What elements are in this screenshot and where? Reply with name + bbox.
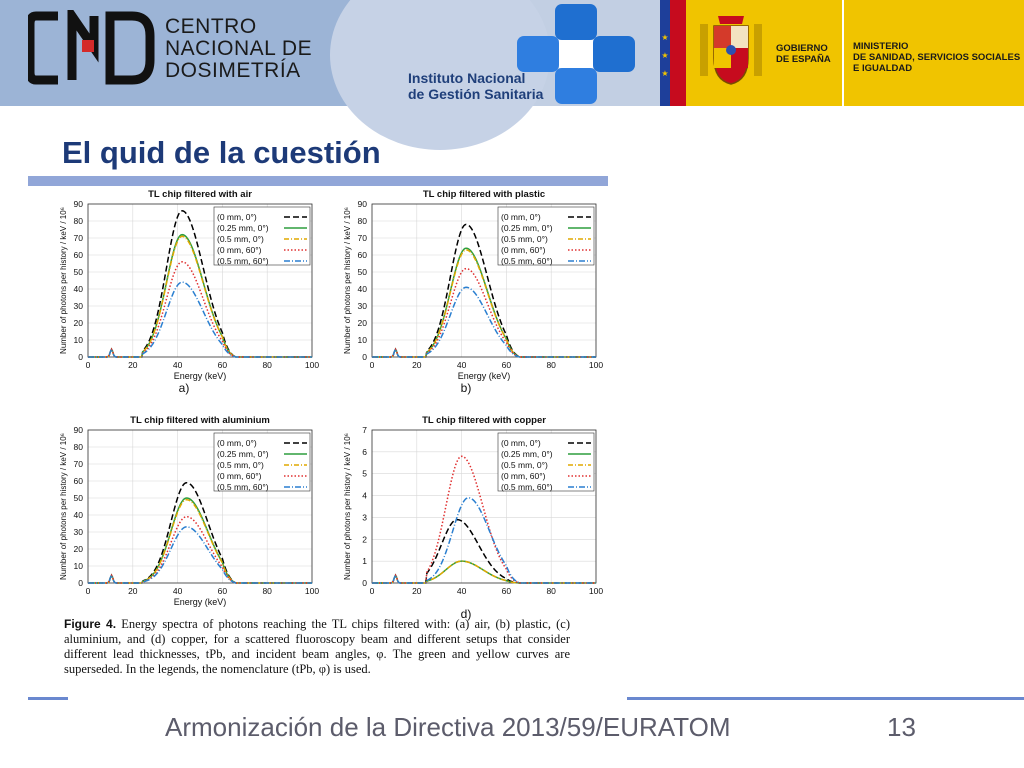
ingesa-line-2: de Gestión Sanitaria bbox=[408, 86, 544, 102]
footer-text: Armonización de la Directiva 2013/59/EURATOM bbox=[165, 712, 731, 742]
y-tick-label: 10 bbox=[357, 335, 367, 345]
y-axis-label: Number of photons per history / keV / 10⁶ bbox=[343, 433, 352, 580]
y-tick-label: 0 bbox=[78, 578, 83, 588]
ministry-line-3: E IGUALDAD bbox=[853, 63, 913, 74]
x-tick-label: 60 bbox=[501, 586, 512, 596]
y-tick-label: 60 bbox=[357, 250, 367, 260]
x-tick-label: 0 bbox=[85, 586, 91, 596]
y-tick-label: 30 bbox=[357, 301, 367, 311]
x-tick-label: 0 bbox=[369, 360, 375, 370]
y-tick-label: 10 bbox=[73, 335, 83, 345]
page-number: 13 bbox=[887, 712, 916, 742]
x-tick-label: 100 bbox=[304, 360, 320, 370]
series-line bbox=[88, 282, 312, 357]
ministry-line-1: MINISTERIO bbox=[853, 41, 909, 52]
y-axis-label: Number of photons per history / keV / 10⁶ bbox=[343, 207, 352, 354]
series-line bbox=[88, 498, 312, 583]
x-tick-label: 80 bbox=[262, 586, 272, 596]
header-banner bbox=[0, 0, 1024, 106]
y-tick-label: 60 bbox=[73, 476, 83, 486]
coat-of-arms-icon bbox=[696, 10, 766, 90]
cnd-line-1: CENTRO bbox=[165, 15, 257, 38]
y-tick-label: 90 bbox=[73, 199, 83, 209]
legend-label: (0 mm, 60°) bbox=[501, 471, 546, 481]
legend-label: (0.25 mm, 0°) bbox=[501, 449, 553, 459]
y-tick-label: 80 bbox=[73, 442, 83, 452]
legend-label: (0.5 mm, 60°) bbox=[501, 482, 553, 492]
cnd-line-3: DOSIMETRÍA bbox=[165, 59, 301, 82]
y-tick-label: 7 bbox=[362, 425, 367, 435]
cnd-name bbox=[165, 16, 312, 82]
x-tick-label: 0 bbox=[85, 360, 91, 370]
figure-caption bbox=[64, 617, 570, 677]
caption-text: Energy spectra of photons reaching the TL chips filtered with: (a) air, (b) plastic, (c) aluminium, and (d) copper, for a scattered fluoroscopy beam and different setups that consider different lead thicknesses, tPb, and incident beam angles, φ. The green and yellow curves are superseded. In the legends, the nomenclature (tPb, φ) is used. bbox=[64, 617, 571, 676]
y-tick-label: 90 bbox=[73, 425, 83, 435]
caption-label: Figure 4. bbox=[64, 617, 117, 631]
x-tick-label: 60 bbox=[501, 360, 512, 370]
chart-panel-3 bbox=[59, 415, 319, 607]
x-tick-label: 20 bbox=[412, 360, 422, 370]
x-axis-label: Energy (keV) bbox=[173, 597, 227, 607]
y-axis-label: Number of photons per history / keV / 10⁶ bbox=[59, 433, 68, 580]
series-line bbox=[372, 520, 596, 583]
legend-label: (0.25 mm, 0°) bbox=[501, 223, 553, 233]
y-tick-label: 80 bbox=[73, 216, 83, 226]
cnd-logo-icon bbox=[28, 10, 156, 86]
y-tick-label: 50 bbox=[73, 267, 83, 277]
x-tick-label: 0 bbox=[369, 586, 375, 596]
y-tick-label: 20 bbox=[73, 544, 83, 554]
y-tick-label: 5 bbox=[362, 468, 367, 479]
series-line bbox=[88, 527, 312, 583]
series-line bbox=[372, 561, 596, 583]
y-tick-label: 20 bbox=[73, 318, 83, 328]
y-tick-label: 2 bbox=[362, 534, 367, 545]
panel-letter: b) bbox=[460, 381, 472, 395]
cnd-line-2: NACIONAL DE bbox=[165, 37, 313, 60]
eu-spain-flag-icon bbox=[660, 0, 686, 106]
x-tick-label: 100 bbox=[588, 360, 604, 370]
x-tick-label: 100 bbox=[588, 586, 604, 596]
y-axis-label: Number of photons per history / keV / 10⁶ bbox=[59, 207, 68, 354]
x-axis-label: Energy (keV) bbox=[457, 371, 511, 381]
y-tick-label: 90 bbox=[357, 199, 367, 209]
chart-title: TL chip filtered with copper bbox=[422, 415, 546, 426]
y-tick-label: 60 bbox=[73, 250, 83, 260]
x-tick-label: 100 bbox=[304, 586, 320, 596]
svg-text:★: ★ bbox=[661, 33, 669, 42]
legend-label: (0.5 mm, 0°) bbox=[501, 234, 548, 244]
y-tick-label: 30 bbox=[73, 301, 83, 311]
y-tick-label: 40 bbox=[73, 284, 83, 294]
chart-panel-1 bbox=[59, 190, 319, 395]
y-tick-label: 70 bbox=[73, 459, 83, 469]
header-divider bbox=[842, 0, 844, 106]
x-axis-label: Energy (keV) bbox=[173, 371, 227, 381]
legend-label: (0 mm, 0°) bbox=[217, 438, 257, 448]
gov-line-2: DE ESPAÑA bbox=[776, 54, 831, 65]
chart-panel-4 bbox=[343, 415, 603, 621]
x-tick-label: 60 bbox=[217, 360, 228, 370]
ingesa-name bbox=[408, 70, 543, 102]
legend-label: (0.5 mm, 0°) bbox=[501, 460, 548, 470]
footer-line-right bbox=[627, 697, 1024, 700]
ministry-line-2: DE SANIDAD, SERVICIOS SOCIALES bbox=[853, 52, 1021, 63]
y-tick-label: 0 bbox=[362, 352, 367, 362]
x-tick-label: 60 bbox=[217, 586, 228, 596]
y-tick-label: 50 bbox=[73, 493, 83, 503]
legend-label: (0.5 mm, 60°) bbox=[217, 256, 269, 266]
x-tick-label: 40 bbox=[172, 360, 183, 370]
chart-panel-2 bbox=[343, 190, 603, 395]
series-line bbox=[372, 287, 596, 357]
svg-text:★: ★ bbox=[661, 51, 669, 60]
ministry-name bbox=[853, 41, 1020, 74]
y-tick-label: 40 bbox=[73, 510, 83, 520]
series-line bbox=[88, 262, 312, 357]
y-tick-label: 70 bbox=[357, 233, 367, 243]
government-name bbox=[776, 43, 831, 65]
legend-label: (0.25 mm, 0°) bbox=[217, 223, 269, 233]
panel-letter: a) bbox=[178, 381, 190, 395]
x-tick-label: 40 bbox=[456, 586, 467, 596]
y-tick-label: 50 bbox=[357, 267, 367, 277]
y-tick-label: 1 bbox=[362, 556, 367, 567]
y-tick-label: 0 bbox=[362, 578, 367, 588]
y-tick-label: 20 bbox=[357, 318, 367, 328]
x-tick-label: 80 bbox=[546, 586, 556, 596]
y-tick-label: 70 bbox=[73, 233, 83, 243]
legend-label: (0.25 mm, 0°) bbox=[217, 449, 269, 459]
legend-label: (0.5 mm, 60°) bbox=[501, 256, 553, 266]
legend-label: (0.5 mm, 0°) bbox=[217, 460, 264, 470]
y-tick-label: 3 bbox=[362, 512, 367, 523]
x-tick-label: 20 bbox=[412, 586, 422, 596]
legend-label: (0 mm, 60°) bbox=[217, 245, 262, 255]
chart-title: TL chip filtered with air bbox=[148, 190, 252, 200]
y-tick-label: 80 bbox=[357, 216, 367, 226]
legend-label: (0.5 mm, 60°) bbox=[217, 482, 269, 492]
panel-letter: d) bbox=[460, 607, 472, 621]
y-tick-label: 6 bbox=[362, 446, 367, 457]
title-underline bbox=[28, 176, 608, 186]
legend-label: (0 mm, 60°) bbox=[217, 471, 262, 481]
x-tick-label: 40 bbox=[456, 360, 467, 370]
x-tick-label: 80 bbox=[546, 360, 556, 370]
series-line bbox=[372, 250, 596, 357]
legend-label: (0 mm, 0°) bbox=[501, 438, 541, 448]
y-tick-label: 0 bbox=[78, 352, 83, 362]
series-line bbox=[372, 561, 596, 583]
legend-label: (0 mm, 60°) bbox=[501, 245, 546, 255]
series-line bbox=[88, 517, 312, 583]
y-tick-label: 40 bbox=[357, 284, 367, 294]
y-tick-label: 10 bbox=[73, 561, 83, 571]
ingesa-line-1: Instituto Nacional bbox=[408, 70, 526, 86]
chart-title: TL chip filtered with aluminium bbox=[130, 415, 270, 426]
chart-title: TL chip filtered with plastic bbox=[422, 190, 546, 200]
svg-text:★: ★ bbox=[661, 69, 669, 78]
footer-line-left bbox=[28, 697, 68, 700]
y-tick-label: 30 bbox=[73, 527, 83, 537]
legend-label: (0.5 mm, 0°) bbox=[217, 234, 264, 244]
x-tick-label: 20 bbox=[128, 360, 138, 370]
legend-label: (0 mm, 0°) bbox=[217, 212, 257, 222]
slide-title: El quid de la cuestión bbox=[62, 135, 381, 170]
x-tick-label: 80 bbox=[262, 360, 272, 370]
gov-line-1: GOBIERNO bbox=[776, 43, 828, 54]
x-tick-label: 20 bbox=[128, 586, 138, 596]
x-tick-label: 40 bbox=[172, 586, 183, 596]
legend-label: (0 mm, 0°) bbox=[501, 212, 541, 222]
y-tick-label: 4 bbox=[362, 490, 367, 501]
